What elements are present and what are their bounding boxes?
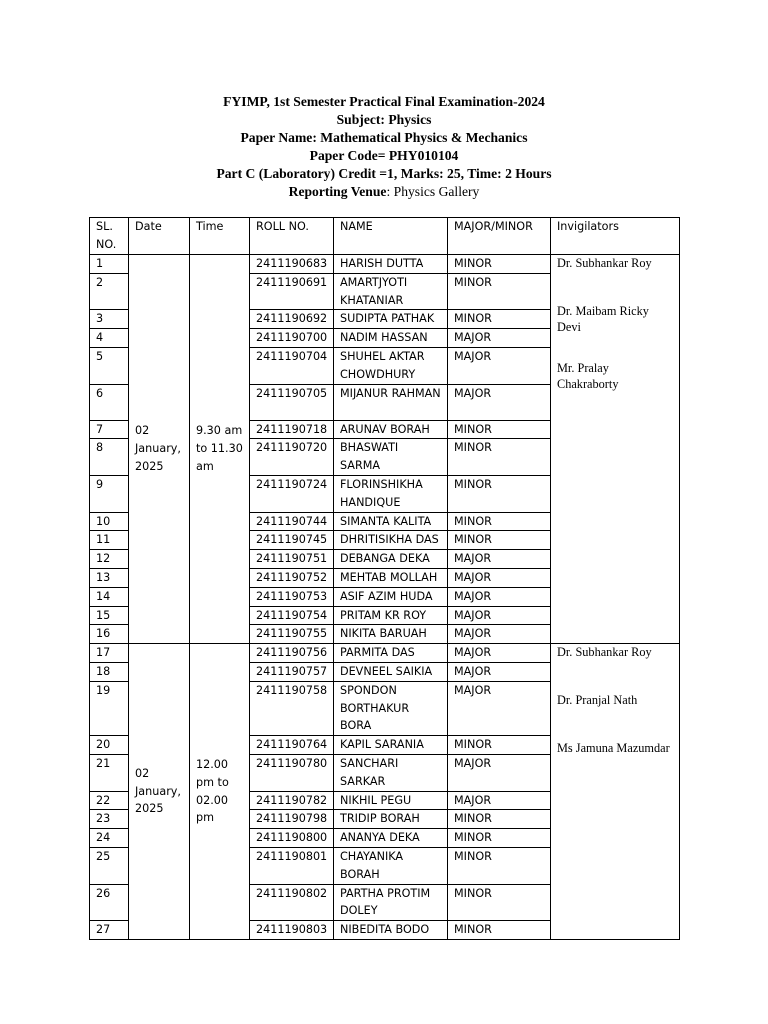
- table-row: [90, 255, 680, 274]
- major-minor-cell: MINOR: [448, 736, 551, 755]
- major-minor-cell: MAJOR: [448, 791, 551, 810]
- sl-no-cell: 27: [90, 921, 129, 940]
- invigilator-name: Dr. Subhankar Roy: [557, 256, 652, 270]
- header-paper-code: Paper Code= PHY010104: [309, 148, 459, 163]
- venue-value: : Physics Gallery: [386, 184, 480, 199]
- header-part-details: Part C (Laboratory) Credit =1, Marks: 25, Time: 2 Hours: [216, 166, 552, 181]
- name-cell: CHAYANIKA BORAH: [334, 847, 448, 884]
- session-date-cell: 02 January, 2025: [129, 644, 190, 940]
- roll-no-cell: 2411190801: [250, 847, 334, 884]
- major-minor-cell: MAJOR: [448, 625, 551, 644]
- sl-no-cell: 8: [90, 439, 129, 476]
- header-major-minor: MAJOR/MINOR: [448, 218, 551, 255]
- exam-header: [0, 93, 768, 201]
- table-row: [90, 644, 680, 663]
- header-title: FYIMP, 1st Semester Practical Final Examination-2024: [223, 94, 545, 109]
- name-cell: TRIDIP BORAH: [334, 810, 448, 829]
- major-minor-cell: MAJOR: [448, 662, 551, 681]
- sl-no-cell: 22: [90, 791, 129, 810]
- name-cell: FLORINSHIKHA HANDIQUE: [334, 475, 448, 512]
- name-cell: SUDIPTA PATHAK: [334, 310, 448, 329]
- invigilator-name: Dr. Subhankar Roy: [557, 645, 652, 660]
- major-minor-cell: MINOR: [448, 810, 551, 829]
- sl-no-cell: 13: [90, 568, 129, 587]
- roll-no-cell: 2411190756: [250, 644, 334, 663]
- name-cell: SPONDON BORTHAKUR BORA: [334, 681, 448, 735]
- name-cell: NIKHIL PEGU: [334, 791, 448, 810]
- table-header-row: [90, 218, 680, 255]
- major-minor-cell: MINOR: [448, 512, 551, 531]
- name-cell: PRITAM KR ROY: [334, 606, 448, 625]
- roll-no-cell: 2411190764: [250, 736, 334, 755]
- name-cell: SIMANTA KALITA: [334, 512, 448, 531]
- name-cell: ASIF AZIM HUDA: [334, 587, 448, 606]
- roll-no-cell: 2411190683: [250, 255, 334, 274]
- session-date-cell: 02 January, 2025: [129, 255, 190, 644]
- sl-no-cell: 24: [90, 829, 129, 848]
- sl-no-cell: 9: [90, 475, 129, 512]
- header-time: Time: [190, 218, 250, 255]
- roll-no-cell: 2411190802: [250, 884, 334, 921]
- major-minor-cell: MINOR: [448, 921, 551, 940]
- sl-no-cell: 5: [90, 347, 129, 384]
- sl-no-cell: 10: [90, 512, 129, 531]
- roll-no-cell: 2411190718: [250, 420, 334, 439]
- major-minor-cell: MAJOR: [448, 568, 551, 587]
- table-body: [90, 255, 680, 940]
- invigilator-name: Dr. Pranjal Nath: [557, 693, 638, 708]
- major-minor-cell: MAJOR: [448, 384, 551, 420]
- sl-no-cell: 1: [90, 255, 129, 274]
- major-minor-cell: MAJOR: [448, 347, 551, 384]
- name-cell: MIJANUR RAHMAN: [334, 384, 448, 420]
- roll-no-cell: 2411190753: [250, 587, 334, 606]
- major-minor-cell: MINOR: [448, 255, 551, 274]
- roll-no-cell: 2411190691: [250, 273, 334, 310]
- schedule-table: [89, 217, 680, 940]
- header-name: NAME: [334, 218, 448, 255]
- sl-no-cell: 3: [90, 310, 129, 329]
- header-sl-no: SL. NO.: [90, 218, 129, 255]
- sl-no-cell: 12: [90, 550, 129, 569]
- major-minor-cell: MINOR: [448, 273, 551, 310]
- sl-no-cell: 20: [90, 736, 129, 755]
- roll-no-cell: 2411190803: [250, 921, 334, 940]
- sl-no-cell: 11: [90, 531, 129, 550]
- roll-no-cell: 2411190704: [250, 347, 334, 384]
- header-venue: [0, 183, 768, 201]
- roll-no-cell: 2411190800: [250, 829, 334, 848]
- name-cell: DEBANGA DEKA: [334, 550, 448, 569]
- major-minor-cell: MINOR: [448, 475, 551, 512]
- header-paper-name: Paper Name: Mathematical Physics & Mechanics: [240, 130, 528, 145]
- roll-no-cell: 2411190700: [250, 329, 334, 348]
- sl-no-cell: 25: [90, 847, 129, 884]
- name-cell: KAPIL SARANIA: [334, 736, 448, 755]
- major-minor-cell: MAJOR: [448, 606, 551, 625]
- header-date: Date: [129, 218, 190, 255]
- name-cell: MEHTAB MOLLAH: [334, 568, 448, 587]
- name-cell: NADIM HASSAN: [334, 329, 448, 348]
- header-subject: Subject: Physics: [336, 112, 432, 127]
- major-minor-cell: MINOR: [448, 310, 551, 329]
- roll-no-cell: 2411190780: [250, 754, 334, 791]
- invigilator-name: Ms Jamuna Mazumdar: [557, 741, 670, 756]
- name-cell: NIKITA BARUAH: [334, 625, 448, 644]
- major-minor-cell: MAJOR: [448, 754, 551, 791]
- name-cell: SHUHEL AKTAR CHOWDHURY: [334, 347, 448, 384]
- name-cell: PARTHA PROTIM DOLEY: [334, 884, 448, 921]
- roll-no-cell: 2411190755: [250, 625, 334, 644]
- major-minor-cell: MAJOR: [448, 587, 551, 606]
- roll-no-cell: 2411190720: [250, 439, 334, 476]
- roll-no-cell: 2411190745: [250, 531, 334, 550]
- header-invigilators: Invigilators: [551, 218, 680, 255]
- major-minor-cell: MAJOR: [448, 329, 551, 348]
- major-minor-cell: MINOR: [448, 439, 551, 476]
- venue-label: Reporting Venue: [288, 184, 387, 199]
- roll-no-cell: 2411190751: [250, 550, 334, 569]
- name-cell: BHASWATI SARMA: [334, 439, 448, 476]
- major-minor-cell: MINOR: [448, 884, 551, 921]
- sl-no-cell: 14: [90, 587, 129, 606]
- major-minor-cell: MINOR: [448, 829, 551, 848]
- roll-no-cell: 2411190724: [250, 475, 334, 512]
- name-cell: NIBEDITA BODO: [334, 921, 448, 940]
- sl-no-cell: 17: [90, 644, 129, 663]
- name-cell: AMARTJYOTI KHATANIAR: [334, 273, 448, 310]
- sl-no-cell: 4: [90, 329, 129, 348]
- sl-no-cell: 15: [90, 606, 129, 625]
- roll-no-cell: 2411190692: [250, 310, 334, 329]
- major-minor-cell: MINOR: [448, 531, 551, 550]
- header-roll-no: ROLL NO.: [250, 218, 334, 255]
- roll-no-cell: 2411190752: [250, 568, 334, 587]
- major-minor-cell: MAJOR: [448, 681, 551, 735]
- roll-no-cell: 2411190754: [250, 606, 334, 625]
- session-time-cell: 9.30 am to 11.30 am: [190, 255, 250, 644]
- major-minor-cell: MAJOR: [448, 644, 551, 663]
- name-cell: SANCHARI SARKAR: [334, 754, 448, 791]
- roll-no-cell: 2411190798: [250, 810, 334, 829]
- roll-no-cell: 2411190744: [250, 512, 334, 531]
- sl-no-cell: 19: [90, 681, 129, 735]
- invigilators-cell: [551, 644, 680, 940]
- sl-no-cell: 23: [90, 810, 129, 829]
- sl-no-cell: 7: [90, 420, 129, 439]
- major-minor-cell: MINOR: [448, 420, 551, 439]
- roll-no-cell: 2411190782: [250, 791, 334, 810]
- roll-no-cell: 2411190758: [250, 681, 334, 735]
- major-minor-cell: MINOR: [448, 847, 551, 884]
- roll-no-cell: 2411190705: [250, 384, 334, 420]
- invigilator-name: Dr. Maibam Ricky Devi: [557, 304, 649, 334]
- sl-no-cell: 18: [90, 662, 129, 681]
- name-cell: HARISH DUTTA: [334, 255, 448, 274]
- major-minor-cell: MAJOR: [448, 550, 551, 569]
- sl-no-cell: 21: [90, 754, 129, 791]
- name-cell: DHRITISIKHA DAS: [334, 531, 448, 550]
- sl-no-cell: 16: [90, 625, 129, 644]
- name-cell: DEVNEEL SAIKIA: [334, 662, 448, 681]
- name-cell: PARMITA DAS: [334, 644, 448, 663]
- sl-no-cell: 6: [90, 384, 129, 420]
- name-cell: ANANYA DEKA: [334, 829, 448, 848]
- roll-no-cell: 2411190757: [250, 662, 334, 681]
- sl-no-cell: 2: [90, 273, 129, 310]
- invigilators-cell: [551, 255, 680, 644]
- name-cell: ARUNAV BORAH: [334, 420, 448, 439]
- invigilator-name: Mr. Pralay Chakraborty: [557, 361, 619, 391]
- session-time-cell: 12.00 pm to 02.00 pm: [190, 644, 250, 940]
- sl-no-cell: 26: [90, 884, 129, 921]
